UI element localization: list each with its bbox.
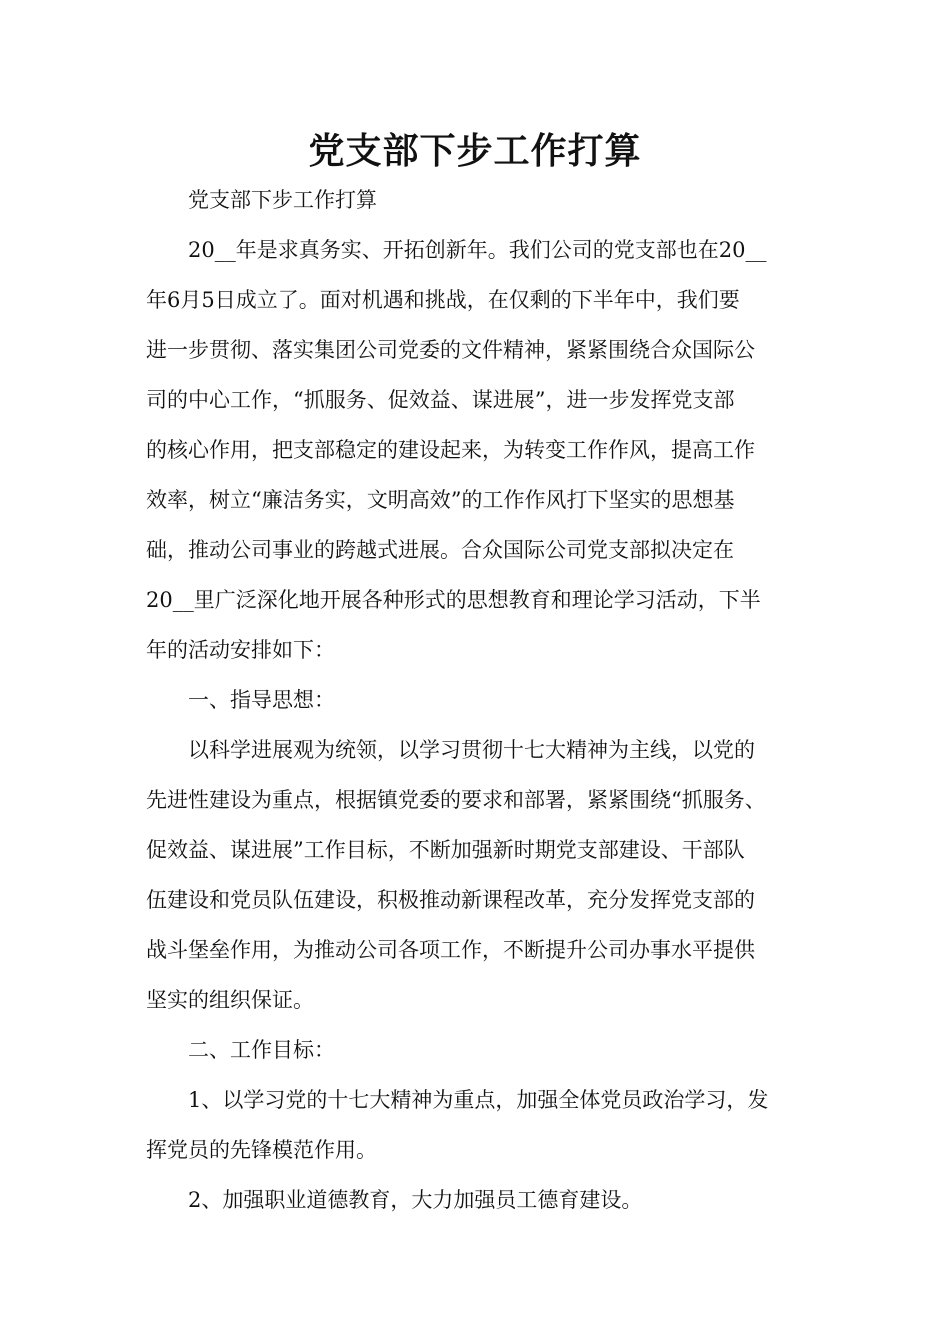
paragraph-line: 效率，树立“廉洁务实，文明高效”的工作作风打下坚实的思想基: [146, 488, 735, 512]
paragraph-line: 以科学进展观为统领，以学习贯彻十七大精神为主线，以党的: [188, 738, 755, 762]
paragraph-line: 2、加强职业道德教育，大力加强员工德育建设。: [188, 1188, 643, 1212]
paragraph-line: 战斗堡垒作用，为推动公司各项工作，不断提升公司办事水平提供: [146, 938, 755, 962]
paragraph-line: 先进性建设为重点，根据镇党委的要求和部署，紧紧围绕“抓服务、: [146, 788, 766, 812]
paragraph-line: 础，推动公司事业的跨越式进展。合众国际公司党支部拟决定在: [146, 538, 734, 562]
document-title: 党支部下步工作打算: [308, 130, 642, 172]
paragraph-line: 年的活动安排如下：: [146, 638, 335, 662]
paragraph-line: 伍建设和党员队伍建设，积极推动新课程改革，充分发挥党支部的: [146, 888, 755, 912]
paragraph-line: 20__里广泛深化地开展各种形式的思想教育和理论学习活动，下半: [146, 588, 761, 612]
section-heading-guiding-thought: 一、指导思想：: [188, 688, 335, 712]
goal-item-2: [146, 1175, 810, 1225]
paragraph-line: 挥党员的先锋模范作用。: [146, 1138, 377, 1162]
section-heading-work-goals: 二、工作目标：: [188, 1038, 335, 1062]
guiding-thought-paragraph: [146, 725, 810, 1025]
paragraph-line: 坚实的组织保证。: [146, 988, 314, 1012]
goal-item-1: [146, 1075, 810, 1175]
paragraph-line: 司的中心工作，“抓服务、促效益、谋进展”，进一步发挥党支部: [146, 388, 735, 412]
paragraph-line: 年6月5日成立了。面对机遇和挑战，在仅剩的下半年中，我们要: [146, 288, 740, 312]
paragraph-line: 1、以学习党的十七大精神为重点，加强全体党员政治学习，发: [188, 1088, 769, 1112]
document-subtitle: 党支部下步工作打算: [188, 188, 377, 212]
paragraph-line: 促效益、谋进展”工作目标，不断加强新时期党支部建设、干部队: [146, 838, 745, 862]
paragraph-line: 进一步贯彻、落实集团公司党委的文件精神，紧紧围绕合众国际公: [146, 338, 755, 362]
paragraph-line: 20__年是求真务实、开拓创新年。我们公司的党支部也在20__: [188, 238, 767, 262]
intro-paragraph: [146, 225, 810, 675]
paragraph-line: 的核心作用，把支部稳定的建设起来，为转变工作作风，提高工作: [146, 438, 755, 462]
document-body: [146, 175, 810, 1225]
